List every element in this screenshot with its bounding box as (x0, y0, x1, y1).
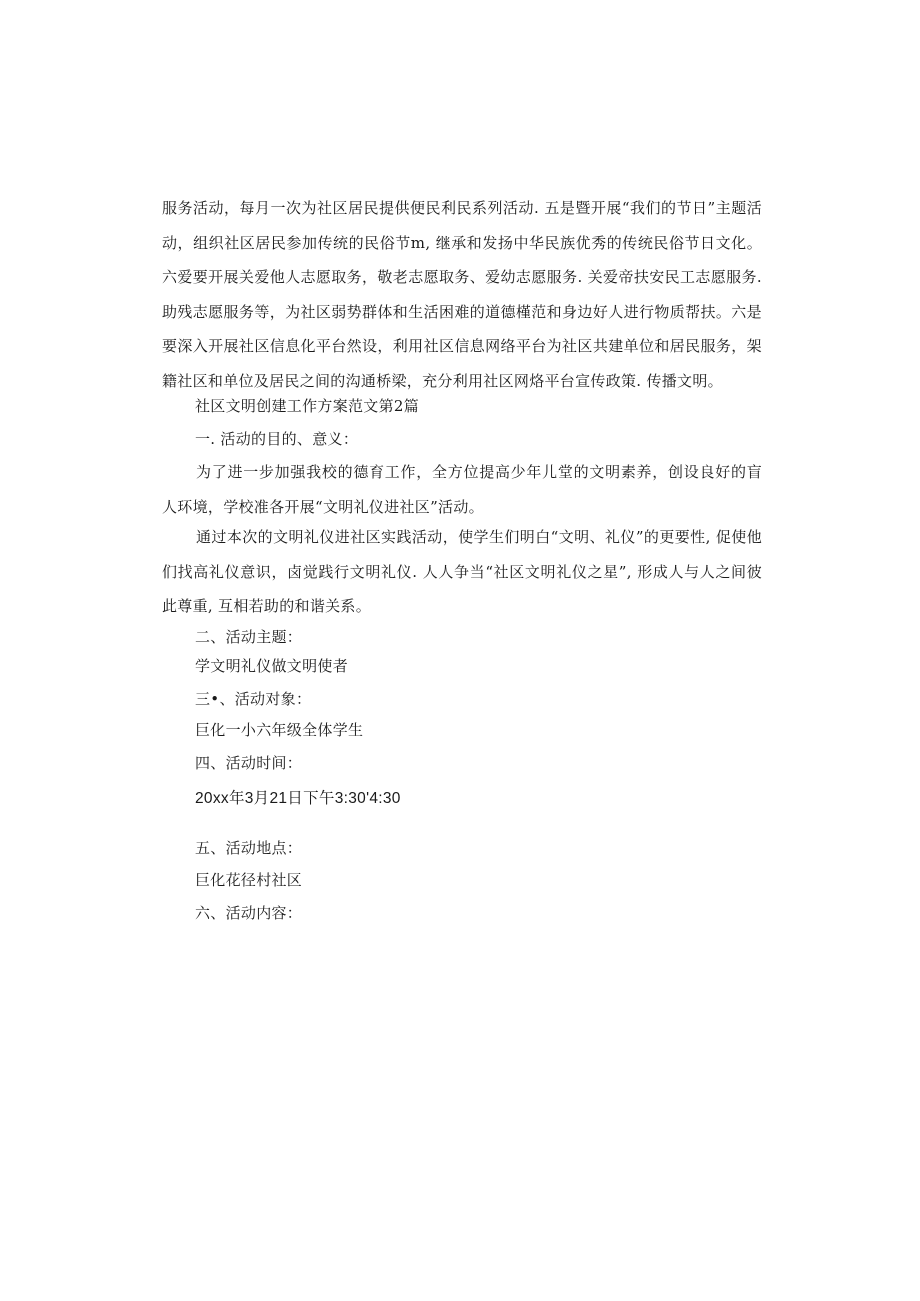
section5-heading: 五、活动地点： (195, 839, 303, 857)
section1-paragraph-1: 为了进一步加强我校的德育工作，全方位提高少年儿堂的文明素养，创设良好的盲人环境，学校准各开展“文明礼仪进社区”活动。 (162, 463, 762, 516)
section4-heading: 四、活动时间： (195, 754, 303, 772)
section5-content: 巨化花径村社区 (195, 871, 303, 889)
document-title: 社区文明创建工作方案范文第2篇 (195, 397, 420, 415)
section6-heading: 六、活动内容： (195, 904, 303, 922)
section1-paragraph-2: 通过本次的文明礼仪进社区实践活动，使学生们明白“文明、礼仪”的更要性, 促使他们找高礼仪意识，卤觉践行文明礼仪. 人人争当“社区文明礼仪之星”, 形成人与人之间彼此尊重, 互相若助的和谐关系。 (162, 528, 762, 615)
continued-paragraph: 服务活动，每月一次为社区居民提供便民利民系列活动. 五是暨开展“我们的节日”主题活动，组织社区居民参加传统的民俗节m, 继承和发扬中华民族优秀的传统民俗节日文化。六爱要开展关爱他人志愿取务，敬老志愿取务、爱幼志愿服务. 关爱帝扶安民工志愿服务. 助残志愿服务等，为社区弱势群体和生活困难的道德槿范和身边好人进行物质帮扶。六是要深入开展社区信息化平台然设，利用社区信息网络平台为社区共建单位和居民服务，架籍社区和单位及居民之间的沟通桥梁，充分利用社区网烙平台宣传政策. 传播文明。 (162, 199, 762, 390)
section4-content: 20xx年3月21日下午3:30'4:30 (195, 790, 401, 807)
section3-content: 巨化一小六年级全体学生 (195, 721, 364, 739)
section2-content: 学文明礼仪做文明使者 (195, 657, 349, 675)
section3-heading: 三•、活动对象： (195, 690, 312, 708)
section1-heading: 一. 活动的目的、意义： (195, 430, 359, 448)
section2-heading: 二、活动主题： (195, 628, 303, 646)
